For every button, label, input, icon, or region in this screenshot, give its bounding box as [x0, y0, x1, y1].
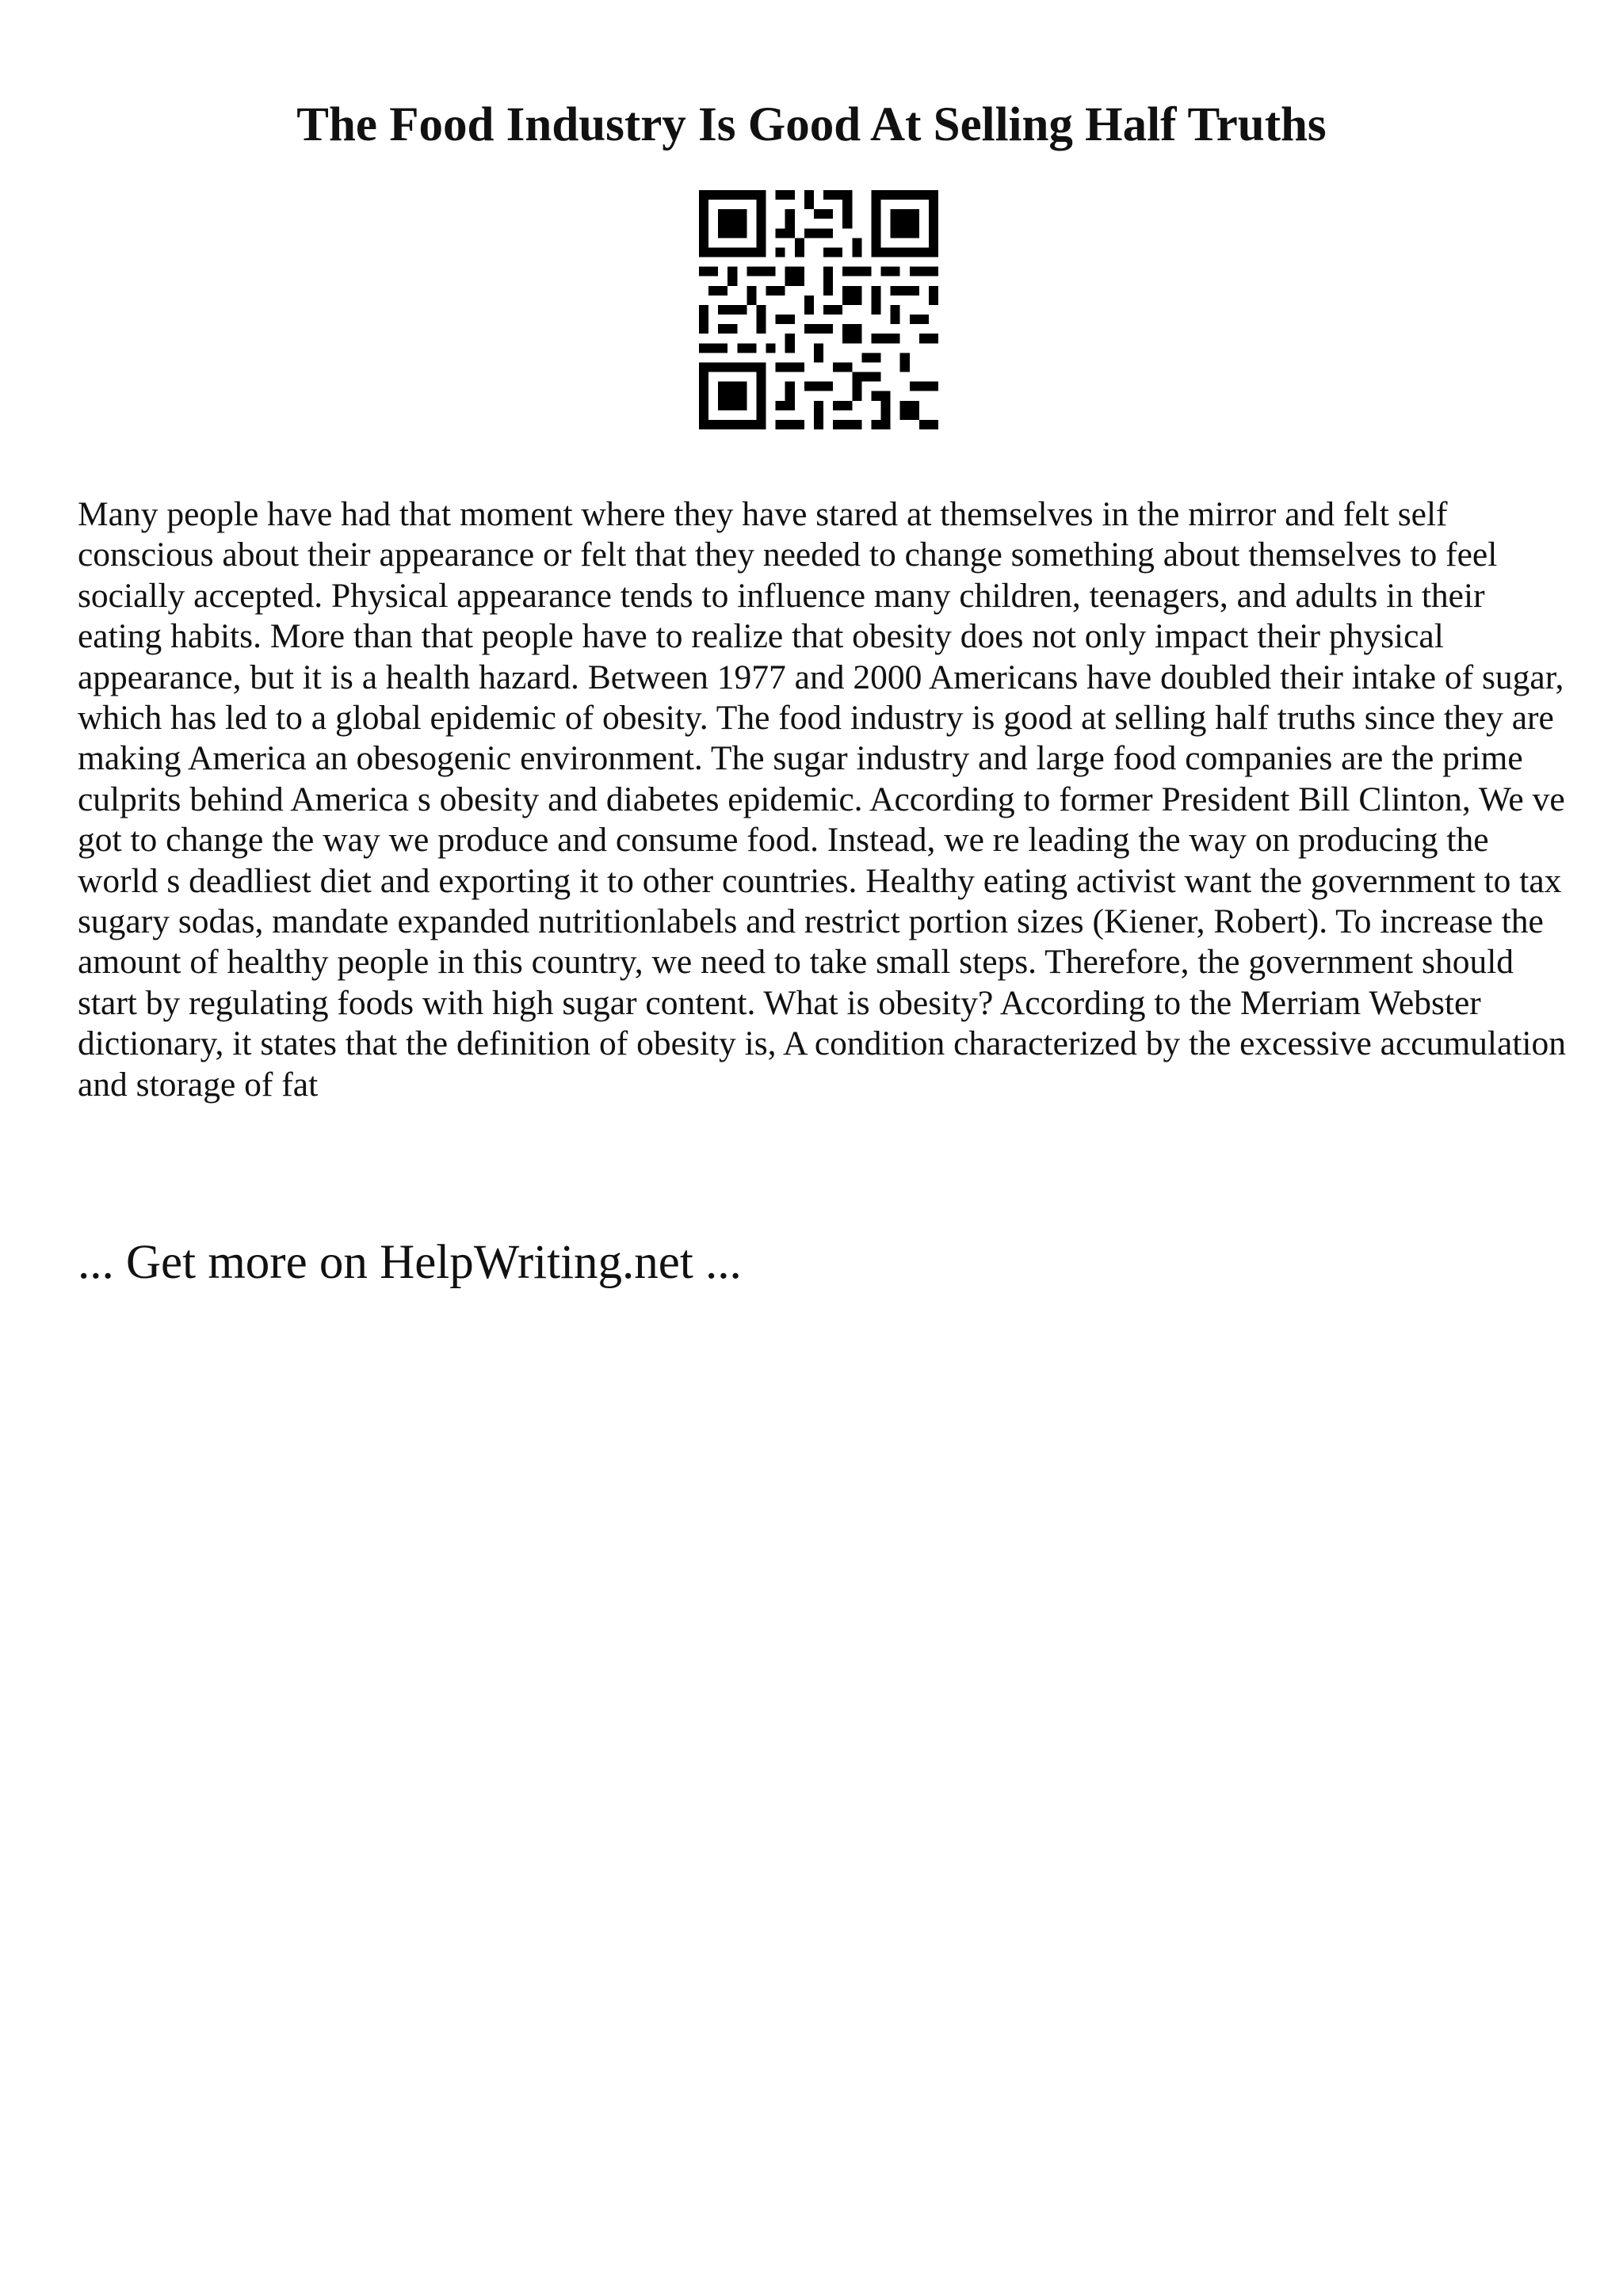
get-more-link[interactable]: ... Get more on HelpWriting.net ... — [78, 1236, 742, 1289]
article-body: Many people have had that moment where they have stared at themselves in the mirror and felt self conscious about their appearance or felt that they needed to change something about themselves to feel socially accepted. Physical appearance tends to influence many children, teenagers, and adults in their eating habits. More than that people have to realize that obesity does not only impact their physical appearance, but it is a health hazard. Between 1977 and 2000 Americans have doubled their intake of sugar, which has led to a global epidemic of obesity. The food industry is good at selling half truths since they are making America an obesogenic environment. The sugar industry and large food companies are the prime culprits behind America s obesity and diabetes epidemic. According to former President Bill Clinton, We ve got to change the way we produce and consume food. Instead, we re leading the way on producing the world s deadliest diet and exporting it to other countries. Healthy eating activist want the government to tax sugary sodas, mandate expanded nutritionlabels and restrict portion sizes (Kiener, Robert). To increase the amount of healthy people in this country, we need to take small steps. Therefore, the government should start by regulating foods with high sugar content. What is obesity? According to the Merriam Webster dictionary, it states that the definition of obesity is, A condition characterized by the excessive accumulation and storage of fat — [78, 495, 1566, 1104]
page-title: The Food Industry Is Good At Selling Half Truths — [296, 98, 1327, 151]
qr-code-icon — [699, 190, 938, 429]
